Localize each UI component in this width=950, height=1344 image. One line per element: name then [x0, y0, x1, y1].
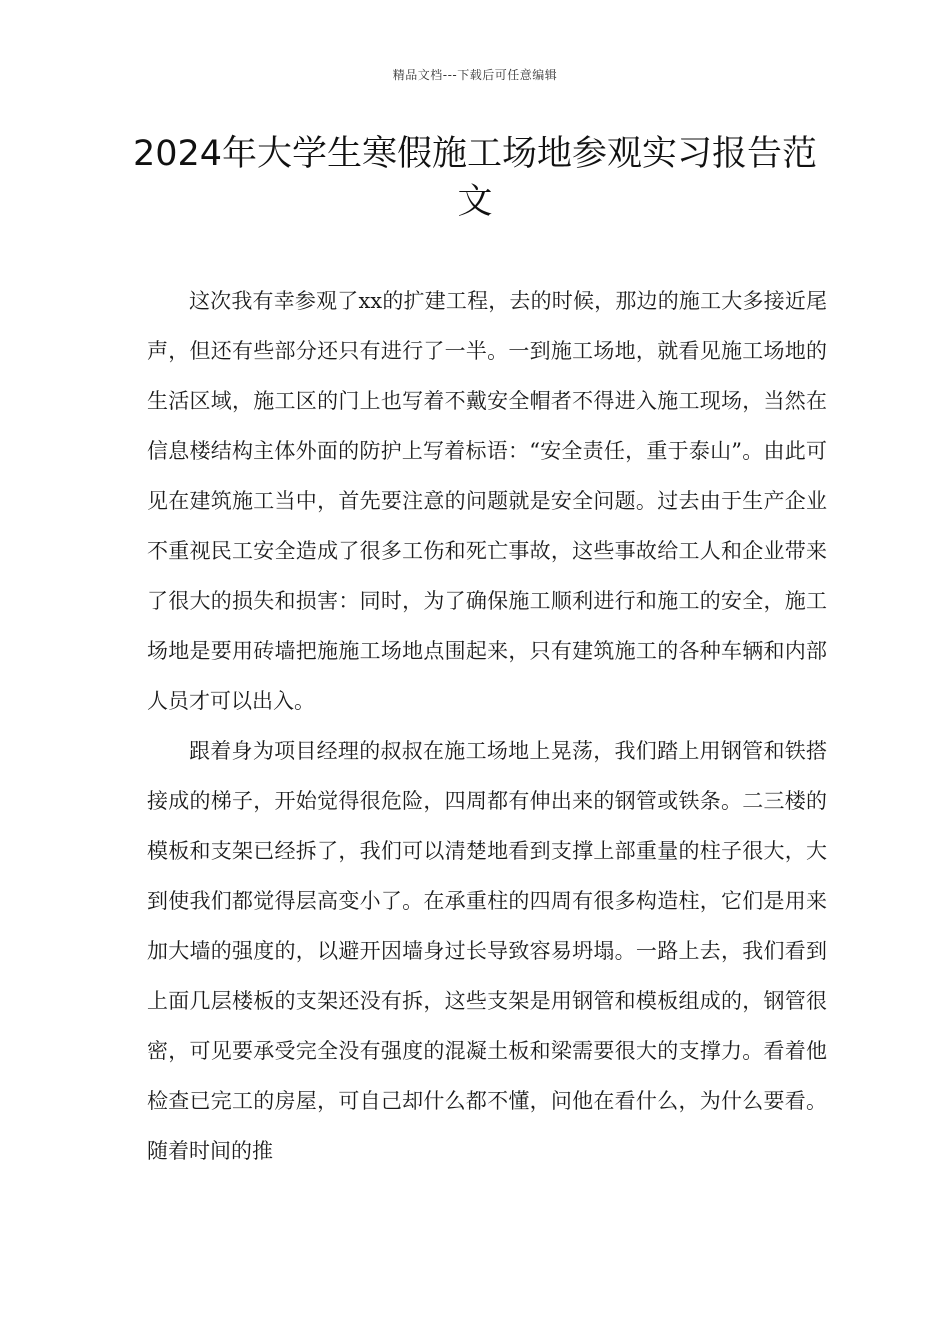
document-body [147, 276, 827, 1176]
paragraph-1: 这次我有幸参观了xx的扩建工程，去的时候，那边的施工大多接近尾声，但还有些部分还只有进行了一半。一到施工场地，就看见施工场地的生活区域，施工区的门上也写着不戴安全帽者不得进入施工现场，当然在信息楼结构主体外面的防护上写着标语：“安全责任，重于泰山”。由此可见在建筑施工当中，首先要注意的问题就是安全问题。过去由于生产企业不重视民工安全造成了很多工伤和死亡事故，这些事故给工人和企业带来了很大的损失和损害：同时，为了确保施工顺利进行和施工的安全，施工场地是要用砖墙把施施工场地点围起来，只有建筑施工的各种车辆和内部人员才可以出入。 [147, 289, 827, 713]
document-title: 2024年大学生寒假施工场地参观实习报告范文 [132, 134, 818, 222]
paragraph-2: 跟着身为项目经理的叔叔在施工场地上晃荡，我们踏上用钢管和铁搭接成的梯子，开始觉得很危险，四周都有伸出来的钢管或铁条。二三楼的模板和支架已经拆了，我们可以清楚地看到支撑上部重量的柱子很大，大到使我们都觉得层高变小了。在承重柱的四周有很多构造柱，它们是用来加大墙的强度的，以避开因墙身过长导致容易坍塌。一路上去，我们看到上面几层楼板的支架还没有拆，这些支架是用钢管和模板组成的，钢管很密，可见要承受完全没有强度的混凝土板和梁需要很大的支撑力。看着他检查已完工的房屋，可自己却什么都不懂，问他在看什么，为什么要看。随着时间的推 [147, 739, 827, 1163]
header-note: 精品文档---下载后可任意编辑 [392, 68, 558, 82]
